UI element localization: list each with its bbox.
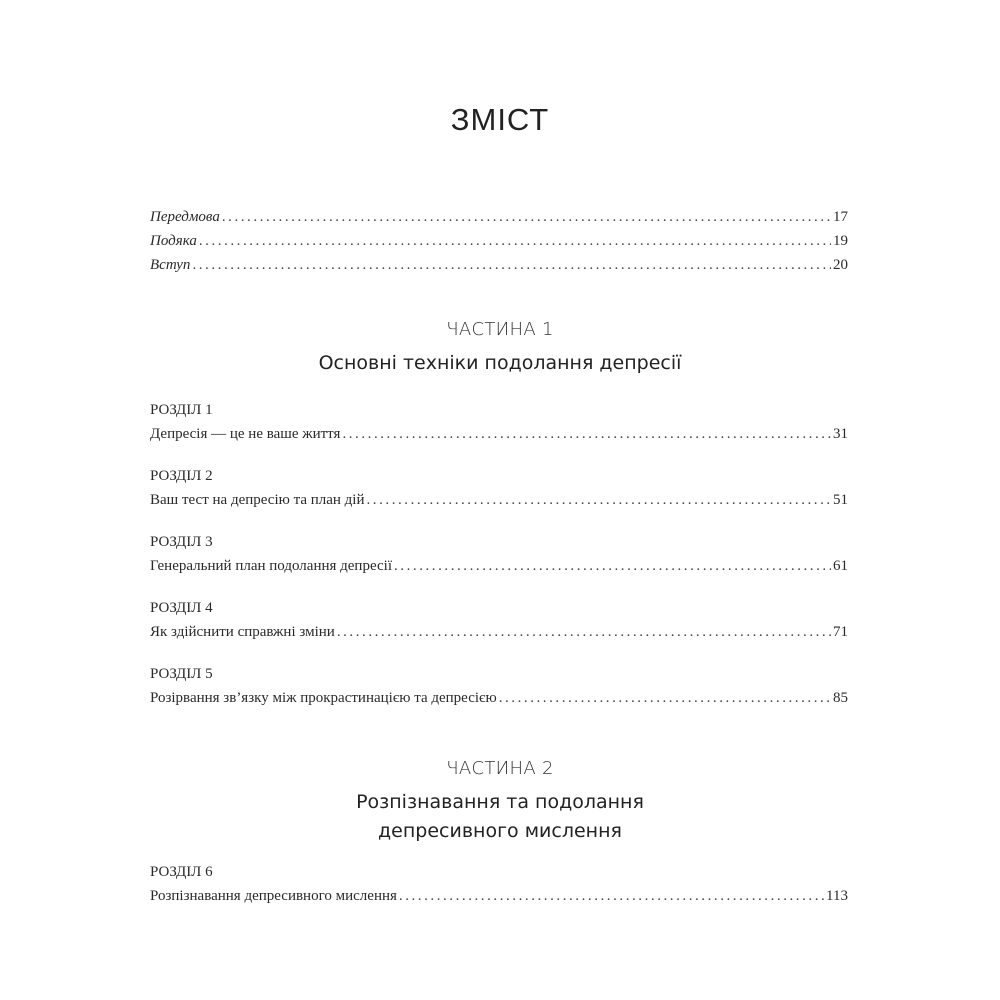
toc-entry-title: Подяка <box>150 233 197 249</box>
toc-entry-page: 113 <box>826 888 848 904</box>
toc-entry-chapter-6[interactable] <box>150 886 848 906</box>
toc-entry-foreword[interactable] <box>150 207 848 227</box>
dot-leader <box>394 556 831 576</box>
dot-leader <box>367 490 832 510</box>
dot-leader <box>499 688 831 708</box>
toc-entry-page: 61 <box>833 558 848 574</box>
toc-entry-title: Передмова <box>150 209 220 225</box>
toc-entry-title: Розпізнавання депресивного мислення <box>150 888 397 904</box>
toc-entry-page: 19 <box>833 233 848 249</box>
toc-entry-title: Ваш тест на депресію та план дій <box>150 492 365 508</box>
toc-entry-page: 71 <box>833 624 848 640</box>
toc-entry-title: Депресія — це не ваше життя <box>150 426 341 442</box>
toc-entry-page: 51 <box>833 492 848 508</box>
toc-entry-page: 85 <box>833 690 848 706</box>
chapter-label: РОЗДІЛ 6 <box>150 864 213 880</box>
toc-entry-title: Генеральний план подолання депресії <box>150 558 392 574</box>
toc-entry-page: 31 <box>833 426 848 442</box>
toc-entry-title: Розірвання зв’язку між прокрастинацією та депресією <box>150 690 497 706</box>
chapter-label: РОЗДІЛ 3 <box>150 534 213 550</box>
toc-entry-title: Вступ <box>150 257 191 273</box>
toc-entry-chapter-3[interactable] <box>150 556 848 576</box>
dot-leader <box>192 255 831 275</box>
dot-leader <box>342 424 831 444</box>
chapter-label: РОЗДІЛ 1 <box>150 402 213 418</box>
toc-entry-page: 20 <box>833 257 848 273</box>
part-label: ЧАСТИНА 2 <box>446 758 554 779</box>
toc-entry-chapter-2[interactable] <box>150 490 848 510</box>
dot-leader <box>199 231 831 251</box>
toc-entry-introduction[interactable] <box>150 255 848 275</box>
page-title: ЗМІСТ <box>450 102 550 137</box>
chapter-label: РОЗДІЛ 5 <box>150 666 213 682</box>
chapter-label: РОЗДІЛ 2 <box>150 468 213 484</box>
toc-entry-title: Як здійснити справжні зміни <box>150 624 335 640</box>
toc-entry-acknowledgements[interactable] <box>150 231 848 251</box>
toc-entry-chapter-1[interactable] <box>150 424 848 444</box>
part-label: ЧАСТИНА 1 <box>446 319 554 340</box>
chapter-label: РОЗДІЛ 4 <box>150 600 213 616</box>
part-title: депресивного мислення <box>378 820 622 842</box>
dot-leader <box>399 886 824 906</box>
toc-entry-chapter-4[interactable] <box>150 622 848 642</box>
dot-leader <box>222 207 831 227</box>
dot-leader <box>337 622 831 642</box>
part-title: Основні техніки подолання депресії <box>318 352 682 374</box>
toc-entry-page: 17 <box>833 209 848 225</box>
part-title: Розпізнавання та подолання <box>356 791 644 813</box>
toc-entry-chapter-5[interactable] <box>150 688 848 708</box>
